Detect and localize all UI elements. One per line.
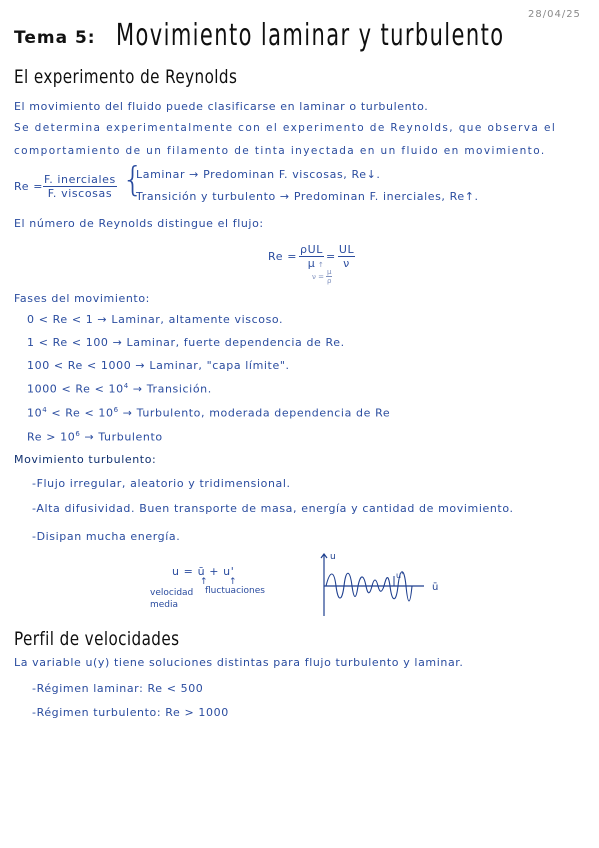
profile-line-1: La variable u(y) tiene soluciones distintas para flujo turbulento y laminar. (14, 656, 464, 669)
label-fluctuaciones: fluctuaciones (205, 586, 265, 596)
turbulent-heading: Movimiento turbulento: (14, 453, 157, 466)
formula-frac-2 (338, 243, 355, 270)
velocity-decomposition: u = ū + u' (172, 565, 235, 578)
paragraph-line-3: comportamiento de un filamento de tinta inyectada en un fluido en movimiento. (14, 145, 546, 157)
phase-1: 0 < Re < 1 → Laminar, altamente viscoso. (27, 313, 284, 326)
phase-6-exp: 6 (75, 430, 81, 438)
sketch-label-uprime: u' (396, 571, 404, 580)
phase-5-base: 10 (27, 406, 43, 420)
kinematic-viscosity (312, 268, 332, 285)
turbulent-bullet-3: -Disipan mucha energía. (32, 530, 181, 543)
reynolds-formula (268, 243, 355, 270)
formula-frac-2-num: UL (338, 243, 355, 256)
nu-label: ν = (312, 272, 325, 281)
formula-frac-1-num: ρUL (300, 243, 323, 256)
section-heading-profile: Perfil de velocidades (14, 628, 180, 650)
reynolds-definition (14, 173, 117, 200)
phase-4-exp: 4 (123, 382, 129, 390)
arrow-mean: ↑ (200, 577, 208, 587)
formula-frac-2-den: ν (343, 257, 350, 270)
phase-3: 100 < Re < 1000 → Laminar, "capa límite". (27, 359, 290, 372)
case-turbulent: Transición y turbulento → Predominan F. inerciales, Re↑. (136, 190, 479, 203)
title-prefix: Tema 5: (14, 28, 96, 48)
phase-5-desc: → Turbulento, moderada dependencia de Re (118, 406, 391, 420)
paragraph-line-2: Se determina experimentalmente con el experimento de Reynolds, que observa el (14, 122, 557, 134)
case-laminar: Laminar → Predominan F. viscosas, Re↓. (136, 168, 381, 181)
phase-5 (27, 406, 390, 420)
phase-5-range: < Re < 10 (47, 406, 114, 420)
nu-fraction-den: ρ (327, 277, 332, 285)
re-fraction-denominator: F. viscosas (47, 187, 113, 200)
nu-fraction-num: μ (327, 268, 332, 276)
turbulent-velocity-sketch (316, 548, 456, 620)
turbulent-bullet-1: -Flujo irregular, aleatorio y tridimensional. (32, 477, 291, 490)
re-fraction-numerator: F. inerciales (44, 173, 116, 186)
nu-fraction (326, 268, 332, 285)
label-velocidad: velocidad (150, 588, 194, 598)
arrow-fluct: ↑ (229, 577, 237, 587)
phase-4-range: 1000 < Re < 10 (27, 382, 124, 396)
section-heading-reynolds: El experimento de Reynolds (14, 66, 238, 88)
formula-re: Re = (268, 250, 298, 263)
phase-4 (27, 382, 212, 396)
sketch-label-u: u (330, 552, 336, 562)
date: 28/04/25 (528, 9, 581, 20)
profile-bullet-laminar: -Régimen laminar: Re < 500 (32, 682, 204, 695)
phases-heading: Fases del movimiento: (14, 292, 150, 305)
formula-equals: = (326, 250, 336, 263)
label-media: media (150, 600, 179, 610)
phase-5-exp2: 6 (113, 406, 119, 414)
sketch-label-ubar: ū (432, 582, 439, 593)
paragraph-line-4: El número de Reynolds distingue el flujo: (14, 217, 264, 230)
phase-6-desc: → Turbulento (80, 430, 163, 444)
page-title: Movimiento laminar y turbulento (116, 18, 505, 53)
phase-6-range: Re > 10 (27, 430, 76, 444)
phase-4-desc: → Transición. (128, 382, 212, 396)
profile-bullet-turbulent: -Régimen turbulento: Re > 1000 (32, 706, 229, 719)
phase-5-exp1: 4 (42, 406, 48, 414)
formula-arrow: ↑ (318, 261, 324, 269)
phase-6 (27, 430, 163, 444)
formula-frac-1-den: μ (307, 257, 316, 270)
re-label: Re = (14, 180, 44, 193)
turbulent-bullet-2: -Alta difusividad. Buen transporte de masa, energía y cantidad de movimiento. (32, 502, 514, 515)
phase-2: 1 < Re < 100 → Laminar, fuerte dependencia de Re. (27, 336, 345, 349)
paragraph-line-1: El movimiento del fluido puede clasificarse en laminar o turbulento. (14, 100, 429, 113)
re-fraction (43, 173, 117, 200)
brace-symbol: { (122, 160, 144, 200)
